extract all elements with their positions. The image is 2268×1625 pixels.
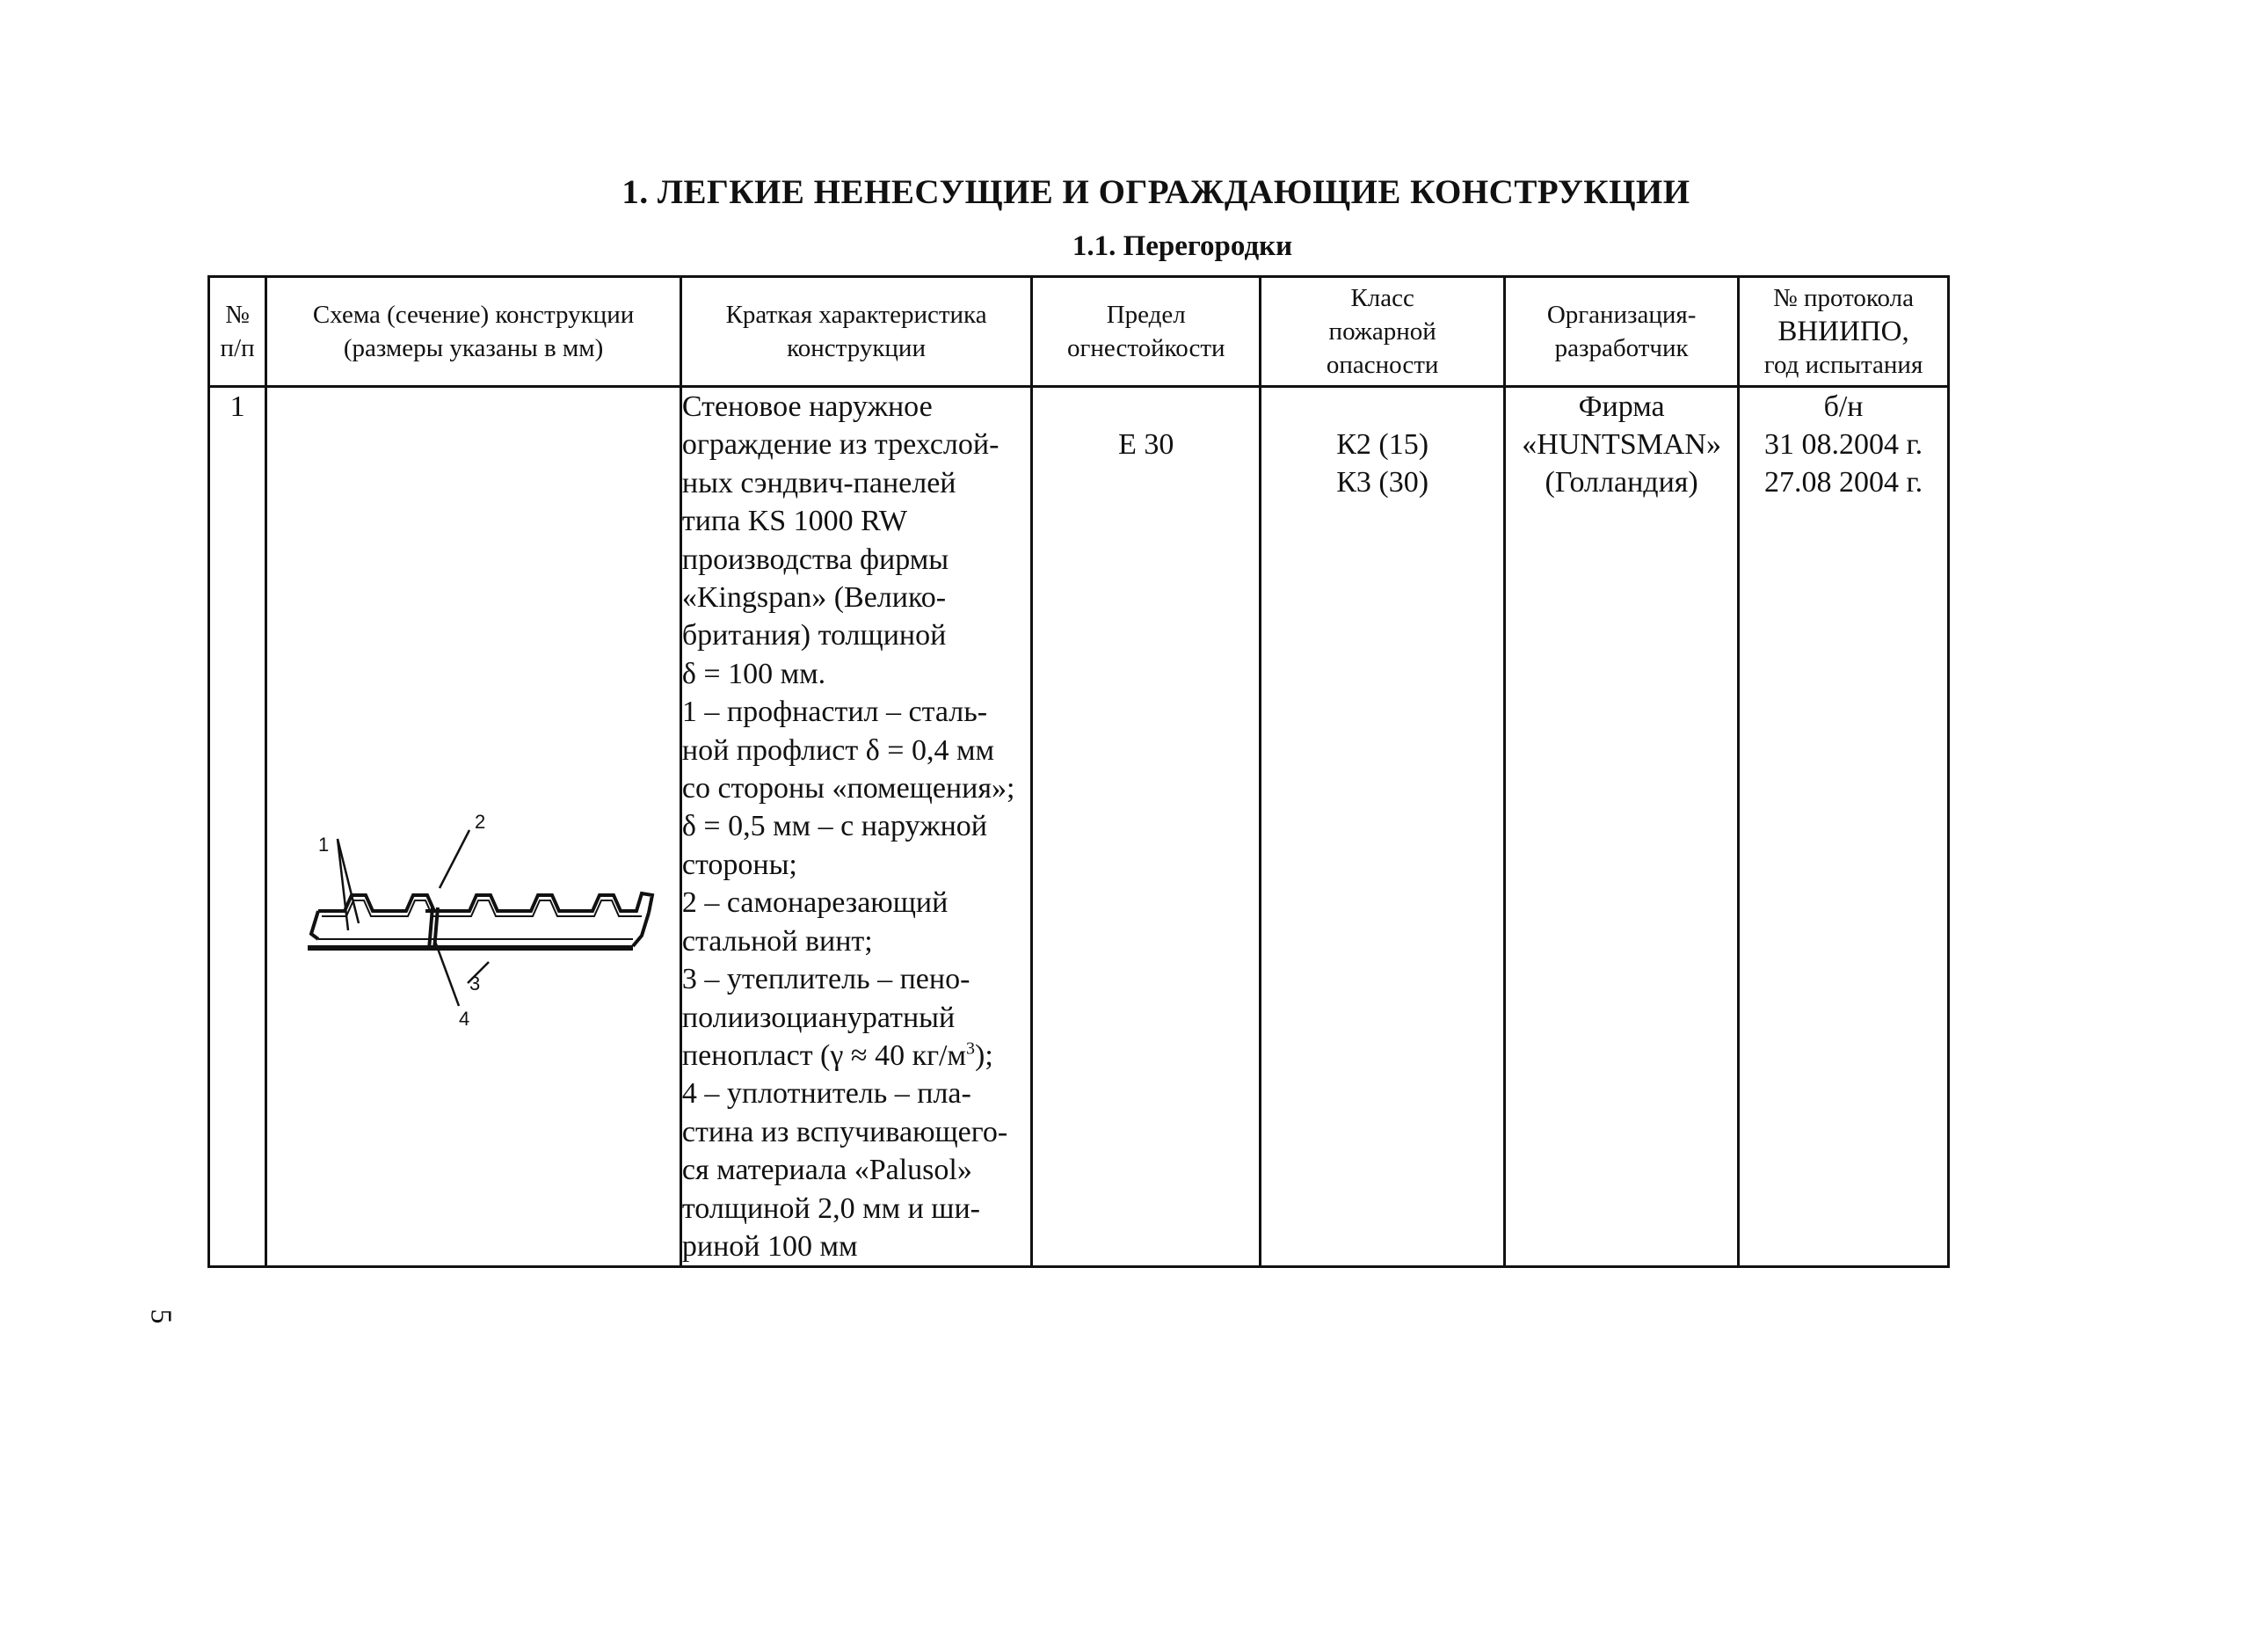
- header-fire-class-line: Класс: [1350, 284, 1414, 312]
- sandwich-panel-section-diagram: [302, 811, 672, 1034]
- description-line: δ = 100 мм.: [681, 657, 826, 690]
- scheme-label-3: 3: [469, 973, 481, 995]
- description-line: ных сэндвич-панелей: [681, 466, 956, 499]
- screw-icon: [425, 907, 443, 950]
- protocol-line: 27.08 2004 г.: [1763, 466, 1923, 499]
- description-density-line: [682, 1037, 1030, 1075]
- header-protocol: [1739, 277, 1949, 387]
- partitions-table: [207, 275, 1950, 1268]
- description-line: производства фирмы: [681, 543, 949, 576]
- header-fire-resistance-line: огнестойкости: [1066, 334, 1225, 362]
- leader-line-2: [440, 830, 469, 888]
- header-description: [680, 277, 1031, 387]
- description-line: Стеновое наружное: [681, 390, 933, 423]
- description-line: типа KS 1000 RW: [681, 505, 908, 538]
- header-fire-class-line: пожарной: [1328, 317, 1436, 346]
- right-joint: [633, 913, 649, 946]
- header-scheme-line: (размеры указаны в мм): [343, 334, 604, 362]
- header-protocol-line: ВНИИПО,: [1777, 316, 1909, 347]
- fire-class-value: К3 (30): [1336, 466, 1429, 499]
- developer-line: Фирма: [1578, 390, 1665, 423]
- header-developer-line: Организация-: [1546, 301, 1697, 329]
- header-description-line: конструкции: [787, 334, 926, 362]
- scheme-label-4: 4: [459, 1008, 470, 1030]
- header-num-line: №: [225, 301, 250, 329]
- header-num: [209, 277, 266, 387]
- density-superscript: 3: [966, 1038, 975, 1059]
- description-line: 1 – профнастил – сталь-: [681, 696, 988, 729]
- left-joint: [311, 911, 318, 939]
- description-line: полиизоциануратный: [681, 1001, 956, 1034]
- row-num: [209, 387, 266, 1267]
- row-protocol: [1739, 387, 1949, 1267]
- header-fire-class: [1261, 277, 1505, 387]
- description-line: «Kingspan» (Велико-: [681, 581, 947, 615]
- table-row: [209, 387, 1949, 1267]
- description-line: 4 – уплотнитель – пла-: [681, 1077, 971, 1111]
- description-line: стина из вспучивающего-: [681, 1115, 1008, 1148]
- description-line: ной профлист δ = 0,4 мм: [681, 733, 994, 767]
- description-line: ограждение из трехслой-: [681, 428, 1000, 462]
- header-fire-class-line: опасности: [1326, 351, 1439, 379]
- protocol-line: 31 08.2004 г.: [1763, 428, 1923, 461]
- row-num-value: 1: [229, 390, 245, 423]
- description-line: пенопласт (γ ≈ 40 кг/м: [681, 1038, 966, 1072]
- description-line: риной 100 мм: [681, 1229, 858, 1263]
- header-fire-resistance: [1032, 277, 1261, 387]
- header-fire-resistance-line: Предел: [1106, 301, 1186, 329]
- header-developer: [1505, 277, 1739, 387]
- protocol-line: б/н: [1823, 390, 1864, 423]
- description-line: толщиной 2,0 мм и ши-: [681, 1191, 980, 1225]
- developer-line: «HUNTSMAN»: [1522, 428, 1721, 461]
- scheme-label-1: 1: [318, 834, 330, 856]
- header-protocol-line: № протокола: [1773, 284, 1915, 312]
- section-title: 1.1. Перегородки: [1072, 230, 1293, 262]
- row-developer: [1505, 387, 1739, 1267]
- density-suffix: );: [975, 1038, 993, 1072]
- description-line: δ = 0,5 мм – с наружной: [681, 810, 987, 843]
- fire-class-value: К2 (15): [1336, 428, 1429, 461]
- row-fire-class: [1261, 387, 1505, 1267]
- description-line: стороны;: [681, 848, 797, 881]
- row-scheme: [266, 387, 681, 1267]
- row-description: [680, 387, 1031, 1267]
- page-title: 1. ЛЕГКИЕ НЕНЕСУЩИЕ И ОГРАЖДАЮЩИЕ КОНСТРУКЦИИ: [622, 173, 1690, 211]
- header-description-line: Краткая характеристика: [725, 301, 987, 329]
- description-line: ся материала «Palusol»: [681, 1154, 972, 1187]
- header-scheme: [266, 277, 681, 387]
- row-fire-resistance: [1032, 387, 1261, 1267]
- header-scheme-line: Схема (сечение) конструкции: [312, 301, 635, 329]
- description-line: 3 – утеплитель – пено-: [681, 963, 970, 996]
- description-line: стальной винт;: [681, 924, 873, 958]
- fire-resistance-value: Е 30: [1118, 428, 1174, 461]
- description-line: 2 – самонарезающий: [681, 886, 949, 920]
- page-number: 5: [144, 1308, 178, 1324]
- description-line: со стороны «помещения»;: [681, 772, 1015, 805]
- header-num-line: п/п: [220, 334, 255, 362]
- description-line: британия) толщиной: [681, 619, 947, 652]
- header-developer-line: разработчик: [1554, 334, 1689, 362]
- header-protocol-line: год испытания: [1763, 351, 1923, 379]
- scheme-label-2: 2: [475, 811, 486, 833]
- developer-line: (Голландия): [1545, 466, 1698, 499]
- table-header-row: [209, 277, 1949, 387]
